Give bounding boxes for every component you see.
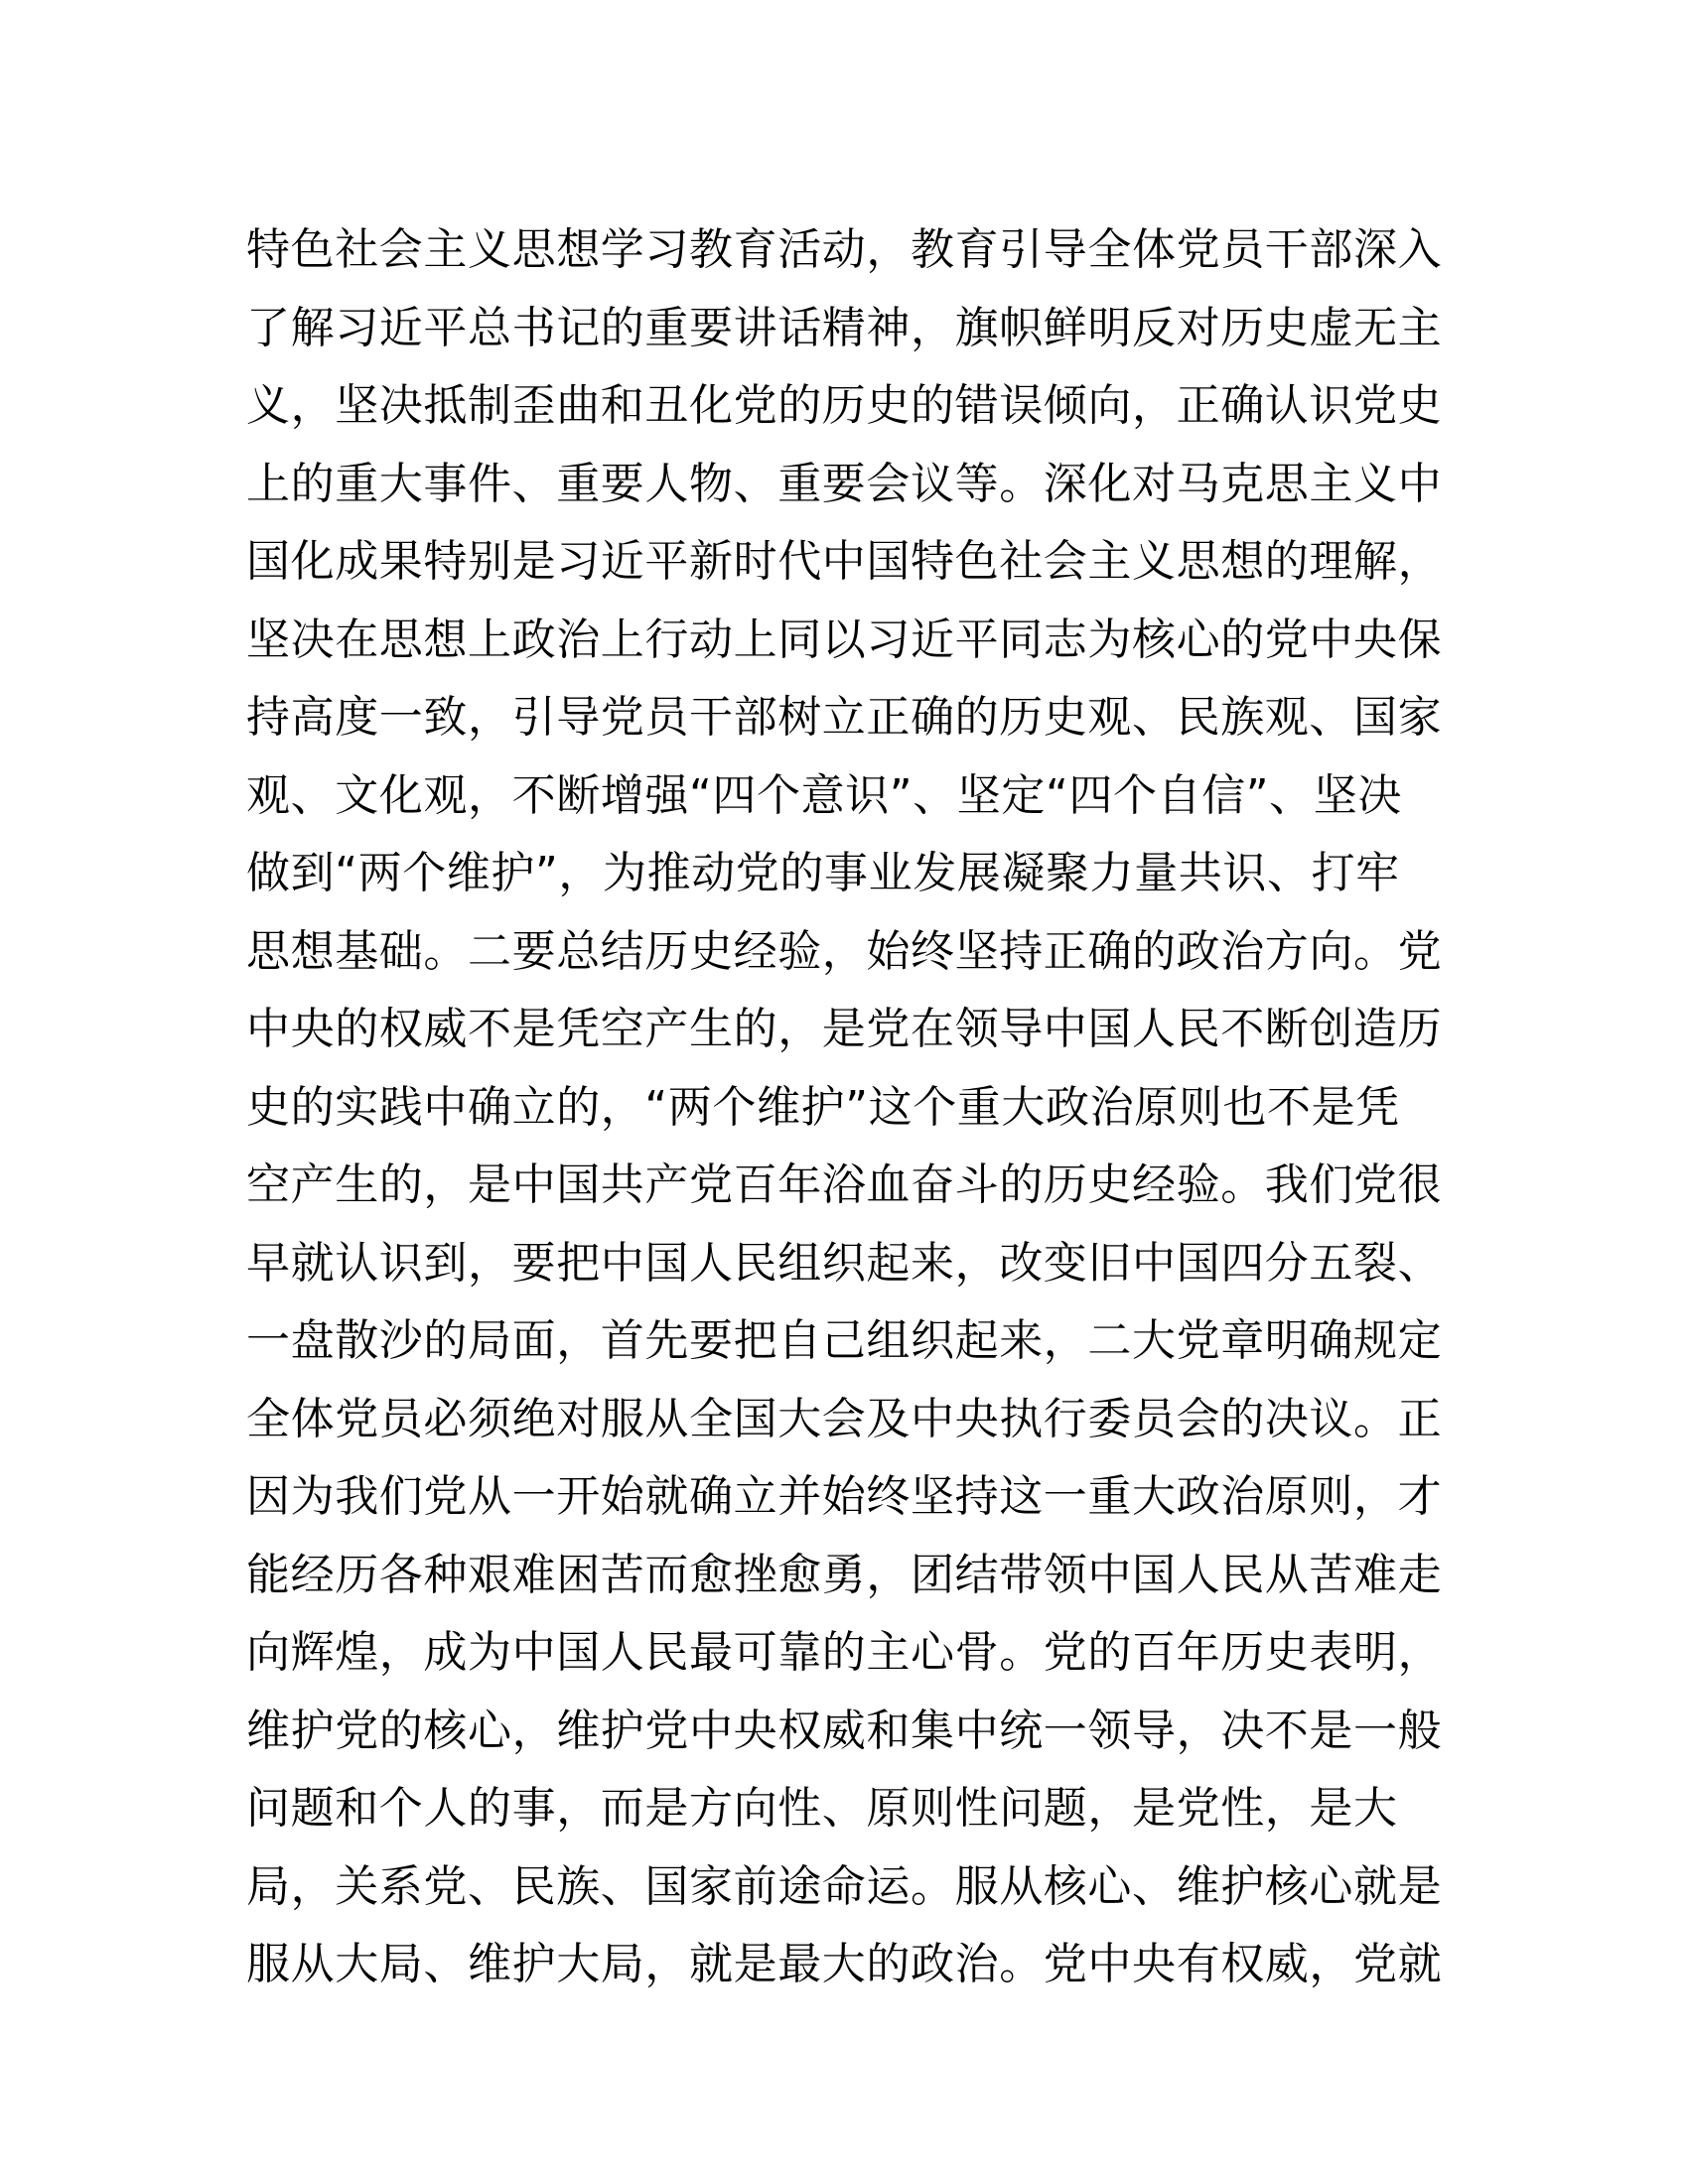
text-line: 向辉煌，成为中国人民最可靠的主心骨。党的百年历史表明， (246, 1627, 1443, 1678)
text-line: 一盘散沙的局面，首先要把自己组织起来，二大党章明确规定 (246, 1315, 1443, 1366)
body-text (246, 211, 1443, 2004)
text-line: 早就认识到，要把中国人民组织起来，改变旧中国四分五裂、 (246, 1237, 1443, 1289)
text-line: 坚决在思想上政治上行动上同以习近平同志为核心的党中央保 (246, 614, 1443, 665)
text-line: 上的重大事件、重要人物、重要会议等。深化对马克思主义中 (246, 458, 1443, 509)
text-line: 了解习近平总书记的重要讲话精神，旗帜鲜明反对历史虚无主 (246, 302, 1443, 353)
text-line: 维护党的核心，维护党中央权威和集中统一领导，决不是一般 (246, 1705, 1443, 1756)
text-line: 持高度一致，引导党员干部树立正确的历史观、民族观、国家 (246, 692, 1443, 743)
text-line: 特色社会主义思想学习教育活动，教育引导全体党员干部深入 (246, 224, 1443, 275)
text-line: 观、文化观，不断增强“四个意识”、坚定“四个自信”、坚决 (246, 769, 1402, 821)
text-line: 史的实践中确立的，“两个维护”这个重大政治原则也不是凭 (246, 1081, 1400, 1133)
text-line: 问题和个人的事，而是方向性、原则性问题，是党性，是大 (246, 1783, 1398, 1834)
text-line: 中央的权威不是凭空产生的，是党在领导中国人民不断创造历 (246, 1004, 1443, 1054)
text-line: 因为我们党从一开始就确立并始终坚持这一重大政治原则，才 (246, 1471, 1443, 1522)
text-line: 能经历各种艰难困苦而愈挫愈勇，团结带领中国人民从苦难走 (246, 1549, 1443, 1600)
text-line: 思想基础。二要总结历史经验，始终坚持正确的政治方向。党 (246, 925, 1443, 977)
text-line: 空产生的，是中国共产党百年浴血奋斗的历史经验。我们党很 (246, 1160, 1443, 1210)
text-line: 局，关系党、民族、国家前途命运。服从核心、维护核心就是 (246, 1860, 1443, 1912)
text-line: 全体党员必须绝对服从全国大会及中央执行委员会的决议。正 (246, 1393, 1443, 1444)
text-line: 国化成果特别是习近平新时代中国特色社会主义思想的理解， (246, 536, 1443, 587)
text-line: 义，坚决抵制歪曲和丑化党的历史的错误倾向，正确认识党史 (246, 380, 1443, 431)
text-line: 服从大局、维护大局，就是最大的政治。党中央有权威，党就 (246, 1939, 1443, 1989)
text-line: 做到“两个维护”，为推动党的事业发展凝聚力量共识、打牢 (246, 848, 1400, 898)
